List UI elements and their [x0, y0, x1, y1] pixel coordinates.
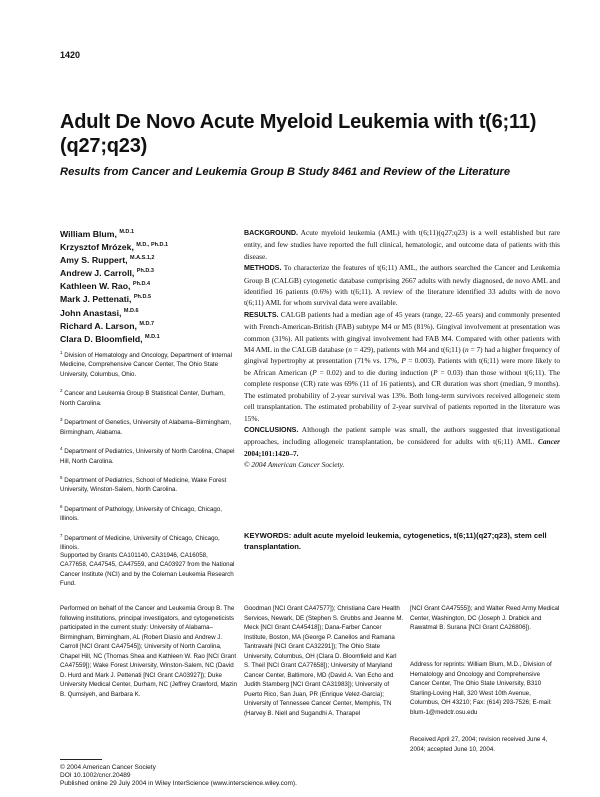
author-item [60, 332, 235, 345]
footer-published: Published online 29 July 2004 in Wiley InterScience (www.interscience.wiley.com). [60, 780, 297, 788]
affiliation-item [60, 444, 235, 466]
footer [60, 764, 560, 789]
author-name: John Anastasi, [60, 307, 122, 318]
affiliation-text: Department of Pathology, University of Chicago, Chicago, Illinois. [60, 505, 222, 523]
received-dates: Received April 27, 2004; revision received June 4, 2004; accepted June 10, 2004. [410, 736, 548, 753]
abstract-copyright: © 2004 American Cancer Society. [244, 460, 345, 470]
methods-label: METHODS. [244, 264, 282, 273]
methods-text: To characterize the features of t(6;11) AML, the authors searched the Cancer and Leukemia Group B (CALGB) cytogenetic database comprising 2667 adults with newly diagnosed, de novo AML and identified 16 patients (0.6%) with t(6;11). A review of the literature identified 33 adults with de novo t(6;11) AML for whom survival data were available. [244, 263, 560, 308]
results-p1: P [401, 356, 406, 366]
citation-journal: Cancer [537, 437, 560, 447]
author-item [60, 240, 235, 253]
author-affiliation-ref: 1 [130, 229, 134, 235]
keywords: KEYWORDS: adult acute myeloid leukemia, cytogenetics, t(6;11)(q27;q23), stem cell transplantation. [244, 531, 547, 551]
author-item [60, 306, 235, 319]
author-degree: Ph.D. [133, 294, 148, 301]
author-degree: M.D. [123, 307, 136, 314]
abstract-background [244, 227, 560, 262]
author-name: Amy S. Ruppert, [60, 255, 128, 266]
background-text: Acute myeloid leukemia (AML) with t(6;11)(q27;q23) is a well established but rare entity, and few studies have reported the full clinical, hematologic, and outcome data of patients with this disease. [244, 228, 560, 261]
article-title: Adult De Novo Acute Myeloid Leukemia with t(6;11)(q27;q23) [60, 111, 537, 157]
affiliation-text: Department of Pediatrics, University of North Carolina, Chapel Hill, North Carolina. [60, 448, 235, 465]
page-number: 1420 [60, 50, 81, 60]
affiliation-item [60, 386, 235, 408]
author-degree: Ph.D. [132, 281, 147, 288]
background-label: BACKGROUND. [244, 229, 298, 237]
affiliation-item [60, 348, 235, 379]
affiliation-text: Department of Medicine, University of Chicago, Chicago, Illinois. [60, 534, 220, 552]
abstract [244, 227, 560, 471]
reprint-address: Address for reprints: William Blum, M.D., Division of Hematology and Oncology and Comprehensive Cancer Center, The Ohio State University, B310 Starling-Loving Hall, 320 West 10th Avenue, Columbus, OH 43210; Fax: (614) 293-7526; E-mail: blum-1@medctr.osu.edu [410, 661, 552, 716]
affiliation-text: Department of Genetics, University of Alabama–Birmingham, Birmingham, Alabama. [60, 419, 232, 436]
author-item [60, 279, 235, 292]
affiliation-item [60, 502, 235, 524]
author-degree: M.D. [144, 333, 157, 340]
affiliation-number: 1 [60, 350, 63, 355]
results-text-6: = 0.03) than those without t(6;11). The complete response (CR) rate was 69% (11 of 16 patients), and CR duration was short (median, 9 months). The estimated probability of 2-year survival was 13%. Both long-term survivors received allogeneic stem cell transplantation. The estimated probability of 2-year survival of patients reported in the literature was 15%. [244, 367, 560, 423]
results-text-4: = 0.003). Patients with t(6;11) were more likely to be African American ( [244, 356, 560, 377]
results-text: CALGB patients had a median age of 45 years (range, 22–65 years) and commonly presented with French-American-British (FAB) subtype M4 or M5 (81%). Gingival involvement at presentation was common (31%). All patients with gingival involvement had FAB M4. Compared with other patients with M4 AML in the CALGB database ( [244, 309, 560, 355]
acknowledgments-col2: Goodman [NCI Grant CA47577]); Christiana Care Health Services, Newark, DE (Stephen S. Grubbs and Jeanne M. Meck [NCI Grant CA45418]); Dana-Farber Cancer Institute, Boston, MA (George P. Canellos and Ramana Tantravahi [NCI Grant CA32291]); The Ohio State University, Columbus, OH (Clara D. Bloomfield and Karl S. Theil [NCI Grant CA77658]); University of Maryland Cancer Center, Baltimore, MD (David A. Van Echo and Judith Stamberg [NCI Grant CA31983]); University of Puerto Rico, San Juan, PR (Enrique Velez-Garcia); University of Tennessee Cancer Center, Memphis, TN (Harvey B. Niell and Sugandhi A. Tharapel [244, 605, 404, 717]
footer-rule [60, 759, 102, 760]
affiliation-number: 2 [60, 388, 63, 394]
author-name: Kathleen W. Rao, [60, 281, 131, 292]
author-name: William Blum, [60, 228, 117, 239]
affiliation-text: Cancer and Leukemia Group B Statistical Center, Durham, North Carolina. [60, 390, 225, 407]
affiliation-number: 4 [60, 446, 63, 452]
abstract-methods [244, 262, 560, 309]
author-affiliation-ref: 3 [150, 268, 154, 275]
conclusions-text: Although the patient sample was small, the authors suggested that investigational approaches, including allogeneic transplantation, be considered for adults with t(6;11) AML. [244, 424, 560, 447]
affiliation-text: Division of Hematology and Oncology, Department of Internal Medicine, Comprehensive Cancer Center, The Ohio State University, Columbus, Ohio. [60, 352, 232, 378]
article-subtitle: Results from Cancer and Leukemia Group B Study 8461 and Review of the Literature [60, 166, 511, 178]
footer-doi: DOI 10.1002/cncr.20489 [60, 772, 131, 780]
affiliation-number: 7 [60, 532, 63, 538]
citation-ref: 2004;101:1420–7. [244, 448, 299, 458]
results-label: RESULTS. [244, 310, 279, 319]
results-text-3: = 7) had a higher frequency of gingival hypertrophy at presentation (71% vs. 17%, [244, 345, 560, 366]
affiliation-item [60, 473, 235, 495]
affiliation-list [60, 348, 235, 560]
acknowledgments-col1: Performed on behalf of the Cancer and Leukemia Group B. The following institutions, principal investigators, and cytogeneticists participated in the current study: University of Alabama–Birmingham, Birmingham, AL (Robert Diasio and Andrew J. Carroll [NCI Grant CA47545]); University of North Carolina, Chapel Hill, NC (Thomas Shea and Kathleen W. Rao [NCI Grant CA47559]); Wake Forest University, Winston-Salem, NC (David D. Hurd and Mark J. Pettenati [NCI Grant CA03927]); Duke University Medical Center, Durham, NC (Jeffrey Crawford, Mazin B. Qumsiyeh, and Barbara K. [60, 605, 237, 698]
footer-copyright: © 2004 American Cancer Society [60, 764, 156, 771]
funding-note: Supported by Grants CA101140, CA31946, CA16058, CA77658, CA47545, CA47559, and CA03927 from the National Cancer Institute (NCI) and by the Coleman Leukemia Research Fund. [60, 552, 235, 587]
author-degree: M.D. [139, 320, 151, 327]
author-name: Andrew J. Carroll, [60, 268, 135, 279]
author-item [60, 319, 235, 332]
results-p3: P [433, 367, 438, 377]
affiliation-text: Department of Pediatrics, School of Medicine, Wake Forest University, Winston-Salem, North Carolina. [60, 476, 227, 494]
acknowledgments-col3: [NCI Grant CA47555]); and Walter Reed Army Medical Center, Washington, DC (Joseph J. Drabick and Rawatmal B. Surana [NCI Grant CA26806]). [410, 605, 560, 631]
author-name: Krzysztof Mrózek, [60, 241, 134, 252]
author-degree: M.D. [119, 229, 131, 235]
author-name: Richard A. Larson, [60, 320, 137, 331]
abstract-conclusions [244, 424, 560, 459]
author-list [60, 227, 235, 345]
abstract-results [244, 309, 560, 424]
author-item [60, 227, 235, 240]
author-affiliation-ref: 1 [165, 242, 169, 249]
results-text-5: = 0.02) and to die during induction ( [316, 367, 434, 377]
results-n2: n [465, 345, 469, 355]
author-item [60, 266, 235, 279]
author-affiliation-ref: 4 [146, 281, 151, 288]
affiliation-number: 3 [60, 417, 63, 423]
author-degree: Ph.D. [136, 268, 151, 275]
author-name: Mark J. Pettenati, [60, 294, 132, 305]
results-p2: P [312, 367, 317, 377]
affiliation-item [60, 415, 235, 437]
affiliation-number: 5 [60, 474, 63, 480]
author-affiliation-ref: 1,2 [146, 255, 155, 262]
author-item [60, 253, 235, 266]
author-affiliation-ref: 7 [150, 320, 155, 327]
author-affiliation-ref: 1 [156, 333, 160, 340]
author-affiliation-ref: 5 [147, 294, 152, 301]
author-item [60, 292, 235, 305]
results-n1: n [348, 345, 352, 355]
results-text-2: = 429), patients with M4 and t(6;11) ( [351, 345, 465, 355]
author-degree: M.A.S. [130, 255, 147, 262]
affiliation-number: 6 [60, 503, 63, 509]
author-degree: M.D., Ph.D. [136, 242, 166, 249]
conclusions-label: CONCLUSIONS. [244, 425, 299, 434]
author-affiliation-ref: 6 [135, 307, 139, 314]
author-name: Clara D. Bloomfield, [60, 333, 143, 344]
affiliation-item [60, 531, 235, 553]
